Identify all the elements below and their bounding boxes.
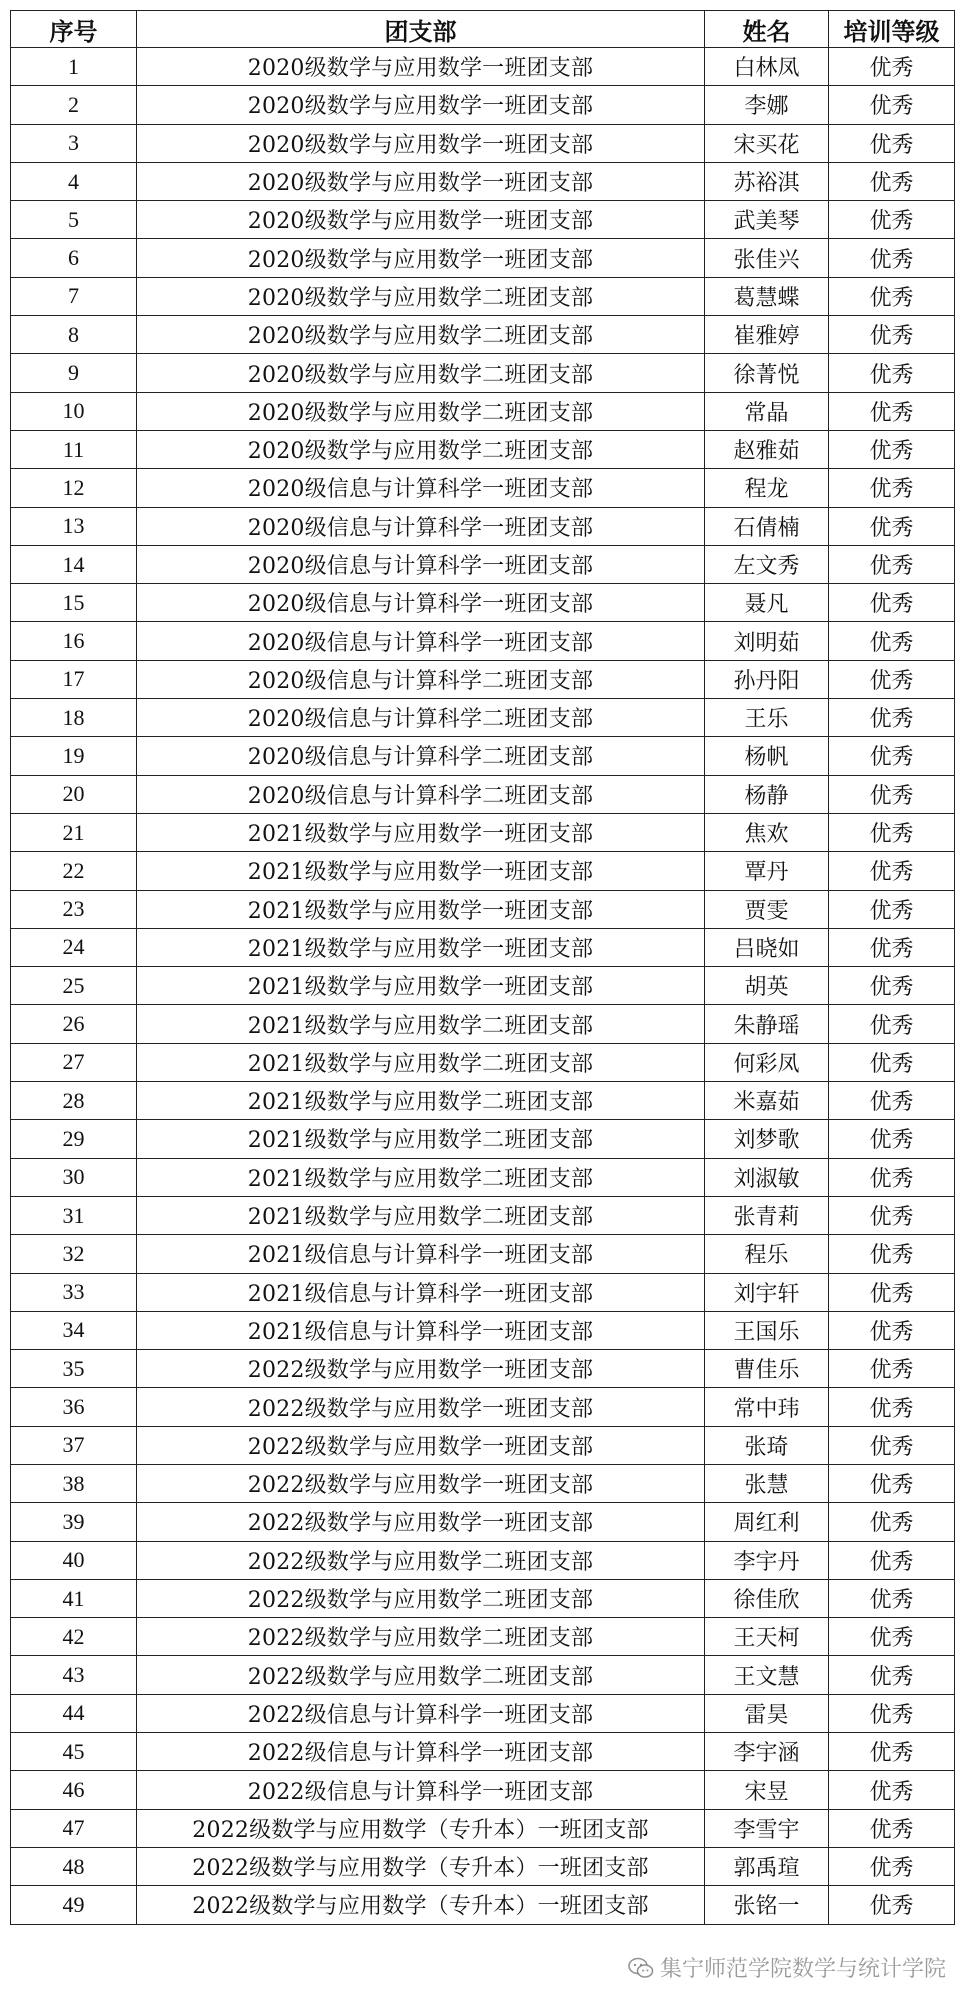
- cell-no: 41: [11, 1579, 137, 1617]
- cell-grade: 优秀: [829, 1158, 955, 1196]
- table-row: [11, 1158, 955, 1196]
- cell-name: 郭禹瑄: [705, 1847, 829, 1885]
- cell-branch: 2020级信息与计算科学一班团支部: [137, 507, 705, 545]
- header-name: 姓名: [705, 11, 829, 48]
- cell-name: 左文秀: [705, 545, 829, 583]
- table-row: [11, 1464, 955, 1502]
- table-row: [11, 775, 955, 813]
- cell-branch: 2022级信息与计算科学一班团支部: [137, 1694, 705, 1732]
- cell-no: 32: [11, 1235, 137, 1273]
- cell-branch: 2022级信息与计算科学一班团支部: [137, 1733, 705, 1771]
- cell-grade: 优秀: [829, 277, 955, 315]
- cell-name: 赵雅茹: [705, 430, 829, 468]
- cell-name: 张琦: [705, 1426, 829, 1464]
- cell-branch: 2022级数学与应用数学二班团支部: [137, 1618, 705, 1656]
- cell-branch: 2020级数学与应用数学一班团支部: [137, 48, 705, 86]
- training-roster-table: [10, 10, 955, 1925]
- cell-no: 9: [11, 354, 137, 392]
- table-row: [11, 1503, 955, 1541]
- cell-name: 苏裕淇: [705, 162, 829, 200]
- table-body: [11, 48, 955, 1925]
- cell-grade: 优秀: [829, 928, 955, 966]
- cell-branch: 2021级数学与应用数学一班团支部: [137, 813, 705, 851]
- table-row: [11, 584, 955, 622]
- table-header: [11, 11, 955, 48]
- cell-no: 3: [11, 124, 137, 162]
- cell-grade: 优秀: [829, 1886, 955, 1924]
- cell-name: 胡英: [705, 967, 829, 1005]
- cell-grade: 优秀: [829, 1273, 955, 1311]
- cell-branch: 2022级数学与应用数学（专升本）一班团支部: [137, 1809, 705, 1847]
- table-row: [11, 1809, 955, 1847]
- cell-grade: 优秀: [829, 86, 955, 124]
- cell-no: 21: [11, 813, 137, 851]
- cell-branch: 2020级数学与应用数学二班团支部: [137, 392, 705, 430]
- cell-grade: 优秀: [829, 1464, 955, 1502]
- cell-branch: 2020级数学与应用数学二班团支部: [137, 430, 705, 468]
- cell-no: 7: [11, 277, 137, 315]
- cell-branch: 2020级信息与计算科学一班团支部: [137, 469, 705, 507]
- cell-branch: 2022级信息与计算科学一班团支部: [137, 1771, 705, 1809]
- cell-no: 24: [11, 928, 137, 966]
- cell-name: 曹佳乐: [705, 1350, 829, 1388]
- cell-grade: 优秀: [829, 469, 955, 507]
- table-row: [11, 239, 955, 277]
- cell-no: 25: [11, 967, 137, 1005]
- watermark-text: 集宁师范学院数学与统计学院: [659, 1957, 946, 1982]
- header-no: 序号: [11, 11, 137, 48]
- cell-grade: 优秀: [829, 967, 955, 1005]
- cell-name: 何彩凤: [705, 1043, 829, 1081]
- cell-no: 22: [11, 852, 137, 890]
- cell-name: 崔雅婷: [705, 316, 829, 354]
- cell-branch: 2021级数学与应用数学二班团支部: [137, 1120, 705, 1158]
- cell-no: 20: [11, 775, 137, 813]
- cell-grade: 优秀: [829, 852, 955, 890]
- cell-name: 王天柯: [705, 1618, 829, 1656]
- cell-name: 程乐: [705, 1235, 829, 1273]
- table-row: [11, 86, 955, 124]
- cell-branch: 2021级信息与计算科学一班团支部: [137, 1235, 705, 1273]
- table-row: [11, 1196, 955, 1234]
- cell-name: 焦欢: [705, 813, 829, 851]
- cell-branch: 2022级数学与应用数学二班团支部: [137, 1579, 705, 1617]
- cell-grade: 优秀: [829, 545, 955, 583]
- table-row: [11, 277, 955, 315]
- cell-name: 覃丹: [705, 852, 829, 890]
- table-row: [11, 1579, 955, 1617]
- cell-no: 10: [11, 392, 137, 430]
- cell-name: 张铭一: [705, 1886, 829, 1924]
- cell-no: 42: [11, 1618, 137, 1656]
- cell-grade: 优秀: [829, 1694, 955, 1732]
- cell-name: 李雪宇: [705, 1809, 829, 1847]
- cell-branch: 2022级数学与应用数学一班团支部: [137, 1464, 705, 1502]
- table-row: [11, 660, 955, 698]
- cell-branch: 2020级数学与应用数学二班团支部: [137, 316, 705, 354]
- cell-grade: 优秀: [829, 1847, 955, 1885]
- cell-branch: 2020级信息与计算科学一班团支部: [137, 545, 705, 583]
- table-row: [11, 1733, 955, 1771]
- table-row: [11, 622, 955, 660]
- cell-no: 40: [11, 1541, 137, 1579]
- cell-branch: 2021级数学与应用数学二班团支部: [137, 1082, 705, 1120]
- cell-branch: 2020级数学与应用数学一班团支部: [137, 86, 705, 124]
- cell-grade: 优秀: [829, 1235, 955, 1273]
- cell-name: 宋昱: [705, 1771, 829, 1809]
- table-row: [11, 1656, 955, 1694]
- cell-no: 6: [11, 239, 137, 277]
- table-row: [11, 1618, 955, 1656]
- cell-grade: 优秀: [829, 584, 955, 622]
- table-row: [11, 1847, 955, 1885]
- cell-branch: 2021级信息与计算科学一班团支部: [137, 1273, 705, 1311]
- cell-grade: 优秀: [829, 1005, 955, 1043]
- table-row: [11, 1541, 955, 1579]
- cell-branch: 2022级数学与应用数学一班团支部: [137, 1388, 705, 1426]
- cell-no: 1: [11, 48, 137, 86]
- cell-name: 武美琴: [705, 201, 829, 239]
- cell-branch: 2021级数学与应用数学一班团支部: [137, 967, 705, 1005]
- cell-branch: 2022级数学与应用数学二班团支部: [137, 1656, 705, 1694]
- cell-name: 宋买花: [705, 124, 829, 162]
- cell-grade: 优秀: [829, 1350, 955, 1388]
- cell-branch: 2022级数学与应用数学一班团支部: [137, 1503, 705, 1541]
- cell-grade: 优秀: [829, 392, 955, 430]
- cell-name: 刘淑敏: [705, 1158, 829, 1196]
- cell-no: 44: [11, 1694, 137, 1732]
- cell-grade: 优秀: [829, 239, 955, 277]
- cell-grade: 优秀: [829, 1426, 955, 1464]
- cell-branch: 2021级数学与应用数学一班团支部: [137, 928, 705, 966]
- watermark: [628, 1952, 946, 1983]
- cell-no: 13: [11, 507, 137, 545]
- table-row: [11, 1886, 955, 1924]
- cell-no: 30: [11, 1158, 137, 1196]
- cell-grade: 优秀: [829, 507, 955, 545]
- cell-branch: 2021级信息与计算科学一班团支部: [137, 1311, 705, 1349]
- cell-name: 吕晓如: [705, 928, 829, 966]
- cell-no: 45: [11, 1733, 137, 1771]
- cell-no: 23: [11, 890, 137, 928]
- table-row: [11, 813, 955, 851]
- cell-no: 26: [11, 1005, 137, 1043]
- cell-no: 33: [11, 1273, 137, 1311]
- cell-grade: 优秀: [829, 1388, 955, 1426]
- cell-no: 4: [11, 162, 137, 200]
- cell-no: 34: [11, 1311, 137, 1349]
- cell-no: 35: [11, 1350, 137, 1388]
- cell-name: 聂凡: [705, 584, 829, 622]
- cell-grade: 优秀: [829, 813, 955, 851]
- cell-grade: 优秀: [829, 124, 955, 162]
- cell-branch: 2021级数学与应用数学二班团支部: [137, 1196, 705, 1234]
- cell-name: 李宇涵: [705, 1733, 829, 1771]
- header-row: [11, 11, 955, 48]
- table-row: [11, 1311, 955, 1349]
- table-row: [11, 699, 955, 737]
- table-row: [11, 201, 955, 239]
- cell-branch: 2020级数学与应用数学二班团支部: [137, 354, 705, 392]
- cell-name: 张佳兴: [705, 239, 829, 277]
- cell-no: 43: [11, 1656, 137, 1694]
- cell-no: 29: [11, 1120, 137, 1158]
- table-row: [11, 469, 955, 507]
- cell-branch: 2022级数学与应用数学一班团支部: [137, 1426, 705, 1464]
- cell-name: 张慧: [705, 1464, 829, 1502]
- cell-branch: 2021级数学与应用数学二班团支部: [137, 1043, 705, 1081]
- cell-grade: 优秀: [829, 1541, 955, 1579]
- cell-name: 程龙: [705, 469, 829, 507]
- cell-no: 14: [11, 545, 137, 583]
- table-row: [11, 1273, 955, 1311]
- table-row: [11, 1694, 955, 1732]
- header-branch: 团支部: [137, 11, 705, 48]
- cell-no: 46: [11, 1771, 137, 1809]
- cell-grade: 优秀: [829, 1656, 955, 1694]
- cell-name: 米嘉茹: [705, 1082, 829, 1120]
- cell-name: 刘宇轩: [705, 1273, 829, 1311]
- cell-name: 徐佳欣: [705, 1579, 829, 1617]
- cell-branch: 2021级数学与应用数学二班团支部: [137, 1158, 705, 1196]
- cell-grade: 优秀: [829, 622, 955, 660]
- cell-name: 徐菁悦: [705, 354, 829, 392]
- cell-grade: 优秀: [829, 162, 955, 200]
- table-row: [11, 430, 955, 468]
- table-row: [11, 852, 955, 890]
- table-row: [11, 1120, 955, 1158]
- cell-name: 王国乐: [705, 1311, 829, 1349]
- cell-branch: 2022级数学与应用数学（专升本）一班团支部: [137, 1847, 705, 1885]
- table-row: [11, 507, 955, 545]
- cell-no: 5: [11, 201, 137, 239]
- cell-no: 18: [11, 699, 137, 737]
- cell-branch: 2020级信息与计算科学一班团支部: [137, 622, 705, 660]
- cell-no: 49: [11, 1886, 137, 1924]
- cell-name: 杨帆: [705, 737, 829, 775]
- cell-no: 19: [11, 737, 137, 775]
- cell-name: 张青莉: [705, 1196, 829, 1234]
- cell-name: 常晶: [705, 392, 829, 430]
- header-grade: 培训等级: [829, 11, 955, 48]
- table-row: [11, 1771, 955, 1809]
- table-row: [11, 1082, 955, 1120]
- cell-grade: 优秀: [829, 660, 955, 698]
- wechat-icon: [628, 1957, 654, 1979]
- cell-no: 16: [11, 622, 137, 660]
- cell-no: 12: [11, 469, 137, 507]
- cell-no: 28: [11, 1082, 137, 1120]
- cell-name: 王乐: [705, 699, 829, 737]
- table-row: [11, 737, 955, 775]
- cell-name: 孙丹阳: [705, 660, 829, 698]
- cell-no: 39: [11, 1503, 137, 1541]
- cell-branch: 2020级数学与应用数学一班团支部: [137, 201, 705, 239]
- cell-branch: 2020级信息与计算科学二班团支部: [137, 660, 705, 698]
- cell-grade: 优秀: [829, 1618, 955, 1656]
- table-row: [11, 124, 955, 162]
- cell-name: 王文慧: [705, 1656, 829, 1694]
- cell-name: 刘梦歌: [705, 1120, 829, 1158]
- cell-name: 刘明茹: [705, 622, 829, 660]
- cell-branch: 2020级数学与应用数学一班团支部: [137, 239, 705, 277]
- cell-name: 李宇丹: [705, 1541, 829, 1579]
- cell-grade: 优秀: [829, 699, 955, 737]
- cell-branch: 2022级数学与应用数学一班团支部: [137, 1350, 705, 1388]
- cell-grade: 优秀: [829, 1771, 955, 1809]
- cell-branch: 2021级数学与应用数学一班团支部: [137, 852, 705, 890]
- cell-grade: 优秀: [829, 1082, 955, 1120]
- table-row: [11, 967, 955, 1005]
- cell-branch: 2020级信息与计算科学二班团支部: [137, 775, 705, 813]
- cell-no: 17: [11, 660, 137, 698]
- cell-grade: 优秀: [829, 1196, 955, 1234]
- table-row: [11, 1235, 955, 1273]
- cell-grade: 优秀: [829, 354, 955, 392]
- cell-branch: 2020级信息与计算科学二班团支部: [137, 737, 705, 775]
- cell-grade: 优秀: [829, 1503, 955, 1541]
- cell-branch: 2020级数学与应用数学一班团支部: [137, 124, 705, 162]
- cell-grade: 优秀: [829, 890, 955, 928]
- cell-grade: 优秀: [829, 48, 955, 86]
- cell-branch: 2020级信息与计算科学二班团支部: [137, 699, 705, 737]
- cell-no: 36: [11, 1388, 137, 1426]
- cell-grade: 优秀: [829, 775, 955, 813]
- cell-no: 48: [11, 1847, 137, 1885]
- cell-name: 雷昊: [705, 1694, 829, 1732]
- table-row: [11, 316, 955, 354]
- table-row: [11, 545, 955, 583]
- table-row: [11, 928, 955, 966]
- cell-no: 38: [11, 1464, 137, 1502]
- cell-grade: 优秀: [829, 316, 955, 354]
- cell-branch: 2021级数学与应用数学一班团支部: [137, 890, 705, 928]
- cell-grade: 优秀: [829, 201, 955, 239]
- cell-grade: 优秀: [829, 1043, 955, 1081]
- cell-no: 27: [11, 1043, 137, 1081]
- cell-branch: 2022级数学与应用数学（专升本）一班团支部: [137, 1886, 705, 1924]
- cell-branch: 2020级数学与应用数学二班团支部: [137, 277, 705, 315]
- cell-no: 2: [11, 86, 137, 124]
- cell-name: 石倩楠: [705, 507, 829, 545]
- cell-name: 李娜: [705, 86, 829, 124]
- cell-name: 白林凤: [705, 48, 829, 86]
- cell-grade: 优秀: [829, 1120, 955, 1158]
- cell-name: 杨静: [705, 775, 829, 813]
- cell-grade: 优秀: [829, 737, 955, 775]
- cell-branch: 2022级数学与应用数学二班团支部: [137, 1541, 705, 1579]
- cell-name: 朱静瑶: [705, 1005, 829, 1043]
- table-row: [11, 1426, 955, 1464]
- cell-name: 常中玮: [705, 1388, 829, 1426]
- cell-branch: 2020级信息与计算科学一班团支部: [137, 584, 705, 622]
- cell-grade: 优秀: [829, 1311, 955, 1349]
- cell-branch: 2021级数学与应用数学二班团支部: [137, 1005, 705, 1043]
- cell-no: 15: [11, 584, 137, 622]
- table-row: [11, 162, 955, 200]
- cell-grade: 优秀: [829, 1733, 955, 1771]
- table-row: [11, 1005, 955, 1043]
- cell-no: 47: [11, 1809, 137, 1847]
- table-row: [11, 1388, 955, 1426]
- table-row: [11, 1350, 955, 1388]
- cell-grade: 优秀: [829, 1579, 955, 1617]
- cell-grade: 优秀: [829, 430, 955, 468]
- cell-branch: 2020级数学与应用数学一班团支部: [137, 162, 705, 200]
- table-row: [11, 392, 955, 430]
- cell-name: 周红利: [705, 1503, 829, 1541]
- cell-no: 8: [11, 316, 137, 354]
- table-row: [11, 354, 955, 392]
- cell-name: 贾雯: [705, 890, 829, 928]
- cell-no: 37: [11, 1426, 137, 1464]
- table-row: [11, 48, 955, 86]
- cell-name: 葛慧蝶: [705, 277, 829, 315]
- cell-no: 31: [11, 1196, 137, 1234]
- cell-grade: 优秀: [829, 1809, 955, 1847]
- table-row: [11, 890, 955, 928]
- table-row: [11, 1043, 955, 1081]
- cell-no: 11: [11, 430, 137, 468]
